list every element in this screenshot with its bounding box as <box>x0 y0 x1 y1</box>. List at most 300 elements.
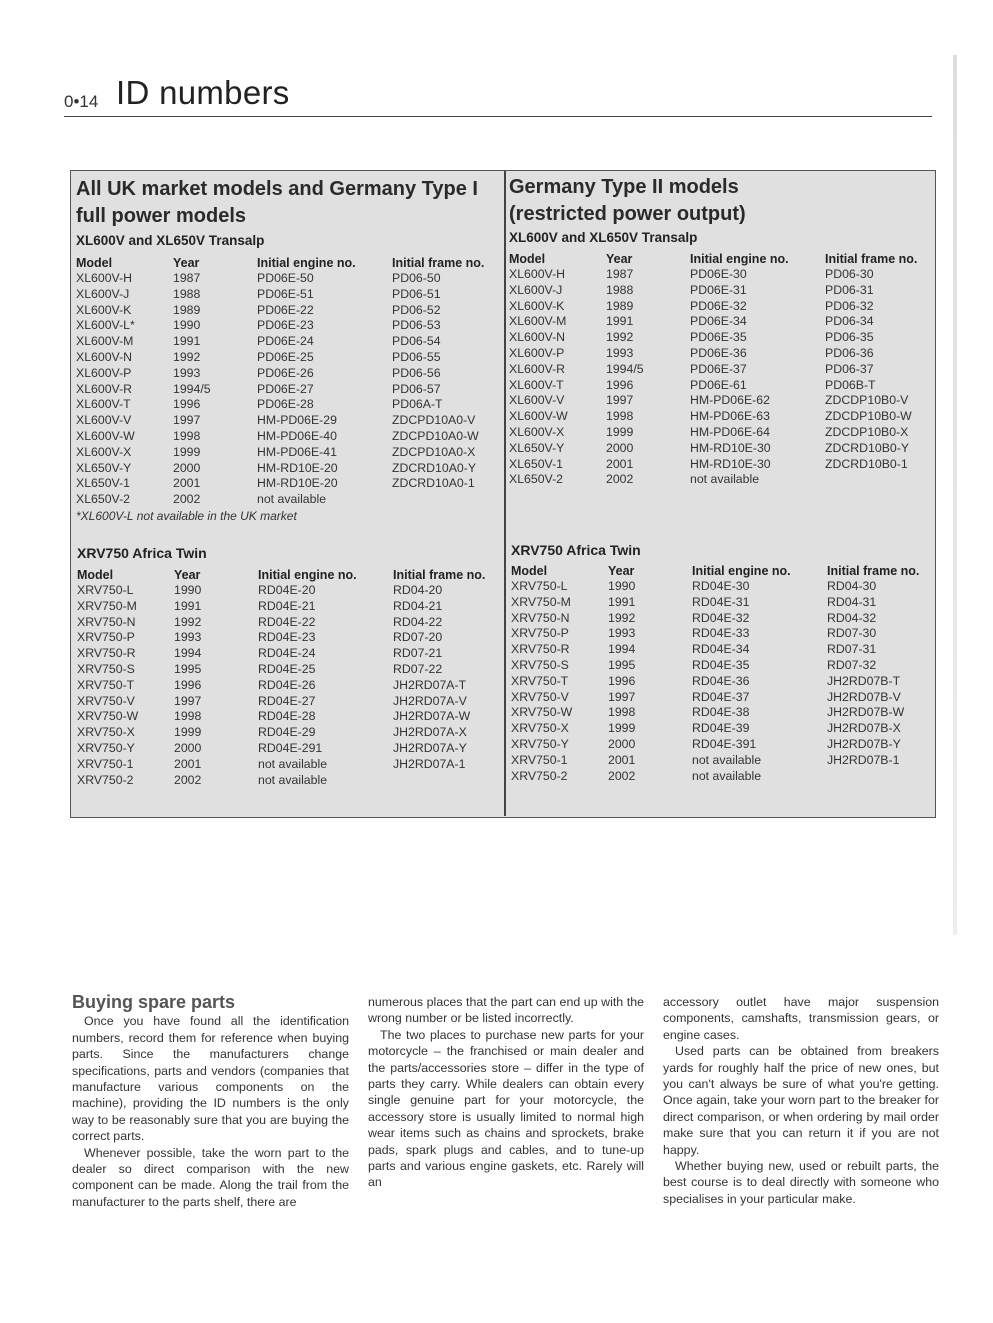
table-cell: HM-PD06E-41 <box>257 444 337 459</box>
table-row <box>76 461 500 477</box>
table-cell: 1999 <box>174 725 202 740</box>
table-cell: PD06-32 <box>825 298 874 313</box>
column-header: Initial engine no. <box>257 256 356 270</box>
table-cell: not available <box>692 752 762 767</box>
table-cell: XL600V-M <box>76 334 134 349</box>
table-row <box>509 457 933 473</box>
table-cell: 1992 <box>608 610 636 625</box>
uk-xl-table <box>76 255 500 508</box>
table-cell: RD07-22 <box>393 661 443 676</box>
table-cell: 2000 <box>174 740 202 755</box>
table-row <box>511 705 935 721</box>
table-cell: XRV750-1 <box>511 752 568 767</box>
germany-type2-title <box>509 174 934 228</box>
table-row <box>511 674 935 690</box>
table-cell: XL600V-X <box>76 444 132 459</box>
table-cell: HM-RD10E-30 <box>690 456 771 471</box>
paragraph: Used parts can be obtained from breakers yards for roughly half the price of new ones, but you can't always be sure of what you're getting. Once again, take your worn part to the breaker for direct comparison, or when ordering by mail order make sure that you can return it if you are not happy. <box>663 1044 939 1157</box>
table-cell: 1999 <box>173 444 201 459</box>
column-header: Model <box>509 252 546 266</box>
table-cell: ZDCDP10B0-W <box>825 409 912 424</box>
table-row <box>76 492 500 508</box>
uk-xl-subtitle: XL600V and XL650V Transalp <box>76 233 265 248</box>
table-row <box>76 413 500 429</box>
table-cell: JH2RD07A-V <box>393 693 467 708</box>
table-row <box>77 694 501 710</box>
column-header: Year <box>173 256 200 270</box>
table-cell: XL600V-V <box>76 413 132 428</box>
article-column-3 <box>663 994 939 1207</box>
table-cell: PD06E-23 <box>257 318 314 333</box>
table-cell: 1992 <box>174 614 202 629</box>
table-cell: XL600V-K <box>76 302 132 317</box>
table-cell: 1997 <box>608 689 636 704</box>
table-row <box>77 615 501 631</box>
table-cell: RD04E-25 <box>258 661 316 676</box>
table-row <box>511 642 935 658</box>
column-header: Model <box>77 568 114 582</box>
table-cell: PD06E-28 <box>257 397 314 412</box>
table-row <box>509 441 933 457</box>
table-cell: HM-RD10E-20 <box>257 476 338 491</box>
table-cell: RD04E-291 <box>258 740 323 755</box>
table-cell: 2001 <box>606 456 634 471</box>
table-cell: 1992 <box>606 330 634 345</box>
table-cell: XRV750-W <box>77 709 139 724</box>
table-cell: PD06E-24 <box>257 334 314 349</box>
table-row <box>77 725 501 741</box>
table-cell: RD07-31 <box>827 642 877 657</box>
germany-type2-column <box>507 171 937 816</box>
table-row <box>76 397 500 413</box>
table-cell: XL600V-W <box>76 428 135 443</box>
table-cell: XL600V-R <box>509 361 566 376</box>
table-cell: XRV750-Y <box>511 736 569 751</box>
table-cell: XL600V-R <box>76 381 133 396</box>
table-row <box>509 267 933 283</box>
table-cell: XRV750-Y <box>77 740 135 755</box>
article-column-2 <box>368 994 644 1191</box>
table-cell: JH2RD07B-V <box>827 689 901 704</box>
table-cell: 1988 <box>173 286 201 301</box>
table-row <box>509 314 933 330</box>
table-cell: XL600V-W <box>509 409 568 424</box>
table-cell: 2001 <box>173 476 201 491</box>
table-row <box>509 330 933 346</box>
table-cell: PD06E-36 <box>690 345 747 360</box>
table-cell <box>392 492 500 508</box>
column-header: Model <box>511 564 548 578</box>
table-cell: ZDCRD10B0-Y <box>825 440 910 455</box>
table-cell: XL600V-V <box>509 393 565 408</box>
table-cell: RD07-30 <box>827 626 877 641</box>
table-cell: JH2RD07B-W <box>827 705 905 720</box>
table-cell: 1999 <box>608 721 636 736</box>
table-row <box>77 646 501 662</box>
table-cell: XRV750-2 <box>511 768 568 783</box>
table-cell: RD04-20 <box>393 583 443 597</box>
table-cell: RD04E-28 <box>258 709 316 724</box>
table-cell: XRV750-R <box>77 646 136 661</box>
title-line: All UK market models and Germany Type I <box>76 178 478 200</box>
table-cell: 1996 <box>174 677 202 692</box>
table-cell: XL600V-X <box>509 424 565 439</box>
column-header: Year <box>608 564 635 578</box>
uk-type1-title <box>76 176 501 230</box>
table-header-row <box>76 255 500 271</box>
column-header: Initial engine no. <box>690 252 789 266</box>
table-cell: 1994 <box>174 646 202 661</box>
table-cell: 1994/5 <box>173 381 211 396</box>
table-cell: PD06-55 <box>392 349 441 364</box>
table-cell: PD06-36 <box>825 345 874 360</box>
title-line: full power models <box>76 205 247 227</box>
table-cell: RD04E-32 <box>692 610 750 625</box>
page-title: ID numbers <box>116 74 290 111</box>
table-row <box>509 472 933 488</box>
table-cell: JH2RD07A-Y <box>393 740 467 755</box>
table-cell: PD06E-34 <box>690 314 747 329</box>
table-cell: XRV750-N <box>77 614 136 629</box>
table-cell: XRV750-L <box>77 583 134 597</box>
table-cell: HM-RD10E-30 <box>690 440 771 455</box>
table-cell: PD06E-31 <box>690 282 747 297</box>
table-cell: 1993 <box>606 345 634 360</box>
table-row <box>76 366 500 382</box>
table-cell: PD06E-32 <box>690 298 747 313</box>
table-cell: XRV750-V <box>511 689 569 704</box>
table-row <box>76 429 500 445</box>
column-header: Initial frame no. <box>393 568 486 582</box>
table-cell: 1994/5 <box>606 361 644 376</box>
table-row <box>77 757 501 773</box>
table-cell: XL650V-2 <box>509 472 564 487</box>
table-cell: RD04-32 <box>827 610 877 625</box>
table-cell: 1993 <box>173 365 201 380</box>
table-cell: XL600V-T <box>509 377 564 392</box>
column-header: Initial engine no. <box>258 568 357 582</box>
table-cell: 1987 <box>606 267 634 281</box>
footnote: *XL600V-L not available in the UK market <box>76 509 297 523</box>
table-row <box>76 303 500 319</box>
de-xl-subtitle: XL600V and XL650V Transalp <box>509 230 698 245</box>
table-cell: XL600V-P <box>76 365 132 380</box>
table-row <box>511 753 935 769</box>
table-cell: HM-RD10E-20 <box>257 460 338 475</box>
table-row <box>509 409 933 425</box>
table-cell: 1998 <box>174 709 202 724</box>
column-header: Initial engine no. <box>692 564 791 578</box>
column-header: Initial frame no. <box>392 256 485 270</box>
table-cell: RD04E-38 <box>692 705 750 720</box>
table-cell: XRV750-V <box>77 693 135 708</box>
table-cell: PD06-52 <box>392 302 441 317</box>
table-cell: RD04-31 <box>827 594 877 609</box>
table-cell: 1999 <box>606 424 634 439</box>
table-cell: 1994 <box>608 642 636 657</box>
table-cell: PD06A-T <box>392 397 443 412</box>
table-cell: 1996 <box>173 397 201 412</box>
table-cell: PD06E-61 <box>690 377 747 392</box>
table-cell: XRV750-S <box>511 657 569 672</box>
table-cell: XL600V-N <box>509 330 566 345</box>
table-cell: XL650V-2 <box>76 492 131 507</box>
table-cell: PD06-51 <box>392 286 441 301</box>
table-cell: XRV750-X <box>77 725 135 740</box>
table-cell: JH2RD07B-X <box>827 721 901 736</box>
table-row <box>509 362 933 378</box>
table-cell: HM-PD06E-29 <box>257 413 337 428</box>
table-cell <box>393 773 501 789</box>
table-row <box>77 599 501 615</box>
table-cell: XRV750-T <box>77 677 135 692</box>
table-cell: 1998 <box>606 409 634 424</box>
table-cell: PD06E-35 <box>690 330 747 345</box>
table-cell: RD04-30 <box>827 579 877 593</box>
de-xl-table <box>509 251 933 488</box>
table-cell: RD07-21 <box>393 646 443 661</box>
table-cell: XL650V-1 <box>509 456 564 471</box>
table-cell: PD06-56 <box>392 365 441 380</box>
table-cell: 2001 <box>174 756 202 771</box>
table-row <box>511 690 935 706</box>
table-cell: XRV750-W <box>511 705 573 720</box>
table-cell: 1993 <box>174 630 202 645</box>
table-cell: ZDCRD10A0-Y <box>392 460 477 475</box>
paragraph: The two places to purchase new parts for your motorcycle – the franchised or main dealer and the parts/accessories store – differ in the type of parts they carry. While dealers can obtain every single genuine part for your motorcycle, the accessory store is usually limited to normal high wear items such as chains and sprockets, brake pads, spark plugs and cables, and to tune-up parts and various engine gaskets, etc. Rarely will an <box>368 1027 644 1190</box>
table-header-row <box>511 563 935 579</box>
table-cell: PD06-54 <box>392 334 441 349</box>
table-cell: ZDCDP10B0-X <box>825 424 909 439</box>
table-cell: XL600V-K <box>509 298 565 313</box>
table-row <box>76 287 500 303</box>
table-row <box>509 346 933 362</box>
table-cell: ZDCPD10A0-X <box>392 444 476 459</box>
table-row <box>511 626 935 642</box>
table-cell: 1996 <box>606 377 634 392</box>
table-cell: HM-PD06E-40 <box>257 428 337 443</box>
table-cell: RD04E-391 <box>692 736 757 751</box>
table-cell: RD04E-23 <box>258 630 316 645</box>
table-cell: XRV750-R <box>511 642 570 657</box>
article-title: Buying spare parts <box>72 992 236 1012</box>
column-divider <box>504 171 506 816</box>
column-header: Year <box>174 568 201 582</box>
table-cell: XRV750-P <box>511 626 569 641</box>
table-cell: RD04E-29 <box>258 725 316 740</box>
paragraph: Whenever possible, take the worn part to the dealer so direct comparison with the new component can be made. Along the trail from the manufacturer to the parts shelf, there are <box>72 1145 349 1209</box>
table-cell: XL600V-T <box>76 397 131 412</box>
table-cell: 1997 <box>606 393 634 408</box>
table-cell: PD06E-51 <box>257 286 314 301</box>
table-cell: 1990 <box>174 583 202 597</box>
table-row <box>509 283 933 299</box>
table-row <box>77 709 501 725</box>
table-row <box>511 721 935 737</box>
table-cell: JH2RD07A-1 <box>393 756 466 771</box>
table-cell: JH2RD07A-X <box>393 725 467 740</box>
table-cell: not available <box>257 492 327 507</box>
table-cell: JH2RD07B-1 <box>827 752 900 767</box>
de-xrv-subtitle: XRV750 Africa Twin <box>511 542 641 558</box>
title-line: (restricted power output) <box>509 203 746 225</box>
column-header: Initial frame no. <box>827 564 920 578</box>
table-cell: PD06E-22 <box>257 302 314 317</box>
table-cell: RD04E-26 <box>258 677 316 692</box>
table-cell: XL650V-1 <box>76 476 131 491</box>
table-cell: 1990 <box>608 579 636 593</box>
table-row <box>77 678 501 694</box>
table-cell: PD06-53 <box>392 318 441 333</box>
table-row <box>76 476 500 492</box>
page-header <box>64 70 932 117</box>
table-cell: RD04E-39 <box>692 721 750 736</box>
table-cell: 1991 <box>174 598 202 613</box>
table-cell: RD04E-33 <box>692 626 750 641</box>
table-row <box>511 611 935 627</box>
table-cell: ZDCPD10A0-V <box>392 413 476 428</box>
column-header: Model <box>76 256 113 270</box>
paragraph: Once you have found all the identification numbers, record them for reference when buying parts. Since the manufacturers change specifications, parts and vendors (companies that manufacture various components on the machine), providing the ID numbers is the only way to be reasonably sure that you are buying the correct parts. <box>72 1014 349 1144</box>
table-cell: 1987 <box>173 271 201 285</box>
table-cell: RD04E-31 <box>692 594 750 609</box>
table-cell: PD06-31 <box>825 282 874 297</box>
table-cell: 1988 <box>606 282 634 297</box>
table-cell: RD04E-20 <box>258 583 316 597</box>
column-header: Initial frame no. <box>825 252 918 266</box>
id-numbers-panel <box>70 170 936 818</box>
title-line: Germany Type II models <box>509 176 739 198</box>
table-cell: RD04E-22 <box>258 614 316 629</box>
table-cell: JH2RD07B-T <box>827 673 901 688</box>
table-cell: 1993 <box>608 626 636 641</box>
table-cell: PD06-30 <box>825 267 874 281</box>
table-cell: XRV750-1 <box>77 756 134 771</box>
paragraph: numerous places that the part can end up with the wrong number or be listed incorrectly. <box>368 995 644 1026</box>
table-cell: 2002 <box>173 492 201 507</box>
table-cell: RD04E-37 <box>692 689 750 704</box>
table-cell: 1991 <box>608 594 636 609</box>
table-cell: 1991 <box>173 334 201 349</box>
table-cell: 1991 <box>606 314 634 329</box>
table-row <box>511 769 935 785</box>
table-cell: XL600V-J <box>509 282 563 297</box>
table-cell: 1997 <box>173 413 201 428</box>
table-cell: not available <box>258 772 328 787</box>
table-cell: XL600V-J <box>76 286 130 301</box>
table-row <box>76 350 500 366</box>
table-cell: XL600V-L* <box>76 318 135 333</box>
table-cell: ZDCPD10A0-W <box>392 428 479 443</box>
table-cell: ZDCDP10B0-V <box>825 393 909 408</box>
table-cell: PD06-37 <box>825 361 874 376</box>
table-cell: RD04E-34 <box>692 642 750 657</box>
table-row <box>76 271 500 287</box>
table-cell: XRV750-S <box>77 661 135 676</box>
table-cell: PD06-34 <box>825 314 874 329</box>
table-row <box>77 583 501 599</box>
table-cell: RD07-32 <box>827 657 877 672</box>
table-cell: XL650V-Y <box>509 440 565 455</box>
page-number: 0•14 <box>64 92 99 111</box>
table-cell: 2000 <box>606 440 634 455</box>
column-header: Year <box>606 252 633 266</box>
table-cell: XL650V-Y <box>76 460 132 475</box>
table-row <box>509 299 933 315</box>
table-cell: XRV750-M <box>511 594 571 609</box>
table-cell: 1997 <box>174 693 202 708</box>
article-column-1 <box>72 994 349 1210</box>
table-row <box>76 318 500 334</box>
table-row <box>509 378 933 394</box>
table-cell: XL600V-N <box>76 349 133 364</box>
table-row <box>511 658 935 674</box>
table-cell: RD04E-35 <box>692 657 750 672</box>
table-cell: 2001 <box>608 752 636 767</box>
table-cell: not available <box>258 756 328 771</box>
table-cell: PD06-57 <box>392 381 441 396</box>
table-cell: HM-PD06E-64 <box>690 424 770 439</box>
table-cell: 1995 <box>174 661 202 676</box>
uk-xrv-subtitle: XRV750 Africa Twin <box>77 545 207 561</box>
table-row <box>76 334 500 350</box>
table-row <box>511 595 935 611</box>
table-cell: XL600V-H <box>509 267 566 281</box>
table-cell: 2000 <box>608 736 636 751</box>
table-cell: 1990 <box>173 318 201 333</box>
table-cell <box>827 769 935 785</box>
table-cell: XL600V-H <box>76 271 133 285</box>
table-cell: RD04E-24 <box>258 646 316 661</box>
table-cell: 1989 <box>173 302 201 317</box>
table-cell: not available <box>692 768 762 783</box>
table-cell: XRV750-P <box>77 630 135 645</box>
table-cell: XRV750-L <box>511 579 568 593</box>
table-cell: JH2RD07B-Y <box>827 736 901 751</box>
table-cell: RD07-20 <box>393 630 443 645</box>
page-edge <box>953 55 957 935</box>
table-row <box>77 630 501 646</box>
table-cell: XL600V-M <box>509 314 567 329</box>
table-cell: 1998 <box>173 428 201 443</box>
table-row <box>511 737 935 753</box>
table-cell: HM-PD06E-62 <box>690 393 770 408</box>
table-cell: 2002 <box>606 472 634 487</box>
table-cell: 1989 <box>606 298 634 313</box>
table-cell: JH2RD07A-T <box>393 677 467 692</box>
table-cell: XRV750-T <box>511 673 569 688</box>
table-cell: RD04E-30 <box>692 579 750 593</box>
table-cell: PD06E-30 <box>690 267 747 281</box>
table-cell: XRV750-2 <box>77 772 134 787</box>
table-cell: PD06-35 <box>825 330 874 345</box>
table-cell: 1992 <box>173 349 201 364</box>
table-row <box>509 425 933 441</box>
paragraph: accessory outlet have major suspension components, camshafts, transmission gears, or engine cases. <box>663 995 939 1042</box>
table-row <box>77 741 501 757</box>
table-cell: PD06E-37 <box>690 361 747 376</box>
table-cell: ZDCRD10A0-1 <box>392 476 475 491</box>
table-cell: PD06E-50 <box>257 271 314 285</box>
table-cell: XRV750-X <box>511 721 569 736</box>
table-cell: RD04-22 <box>393 614 443 629</box>
table-cell: RD04-21 <box>393 598 443 613</box>
table-cell: PD06E-25 <box>257 349 314 364</box>
table-cell: XRV750-M <box>77 598 137 613</box>
table-cell: HM-PD06E-63 <box>690 409 770 424</box>
table-cell: PD06E-27 <box>257 381 314 396</box>
table-cell: PD06E-26 <box>257 365 314 380</box>
